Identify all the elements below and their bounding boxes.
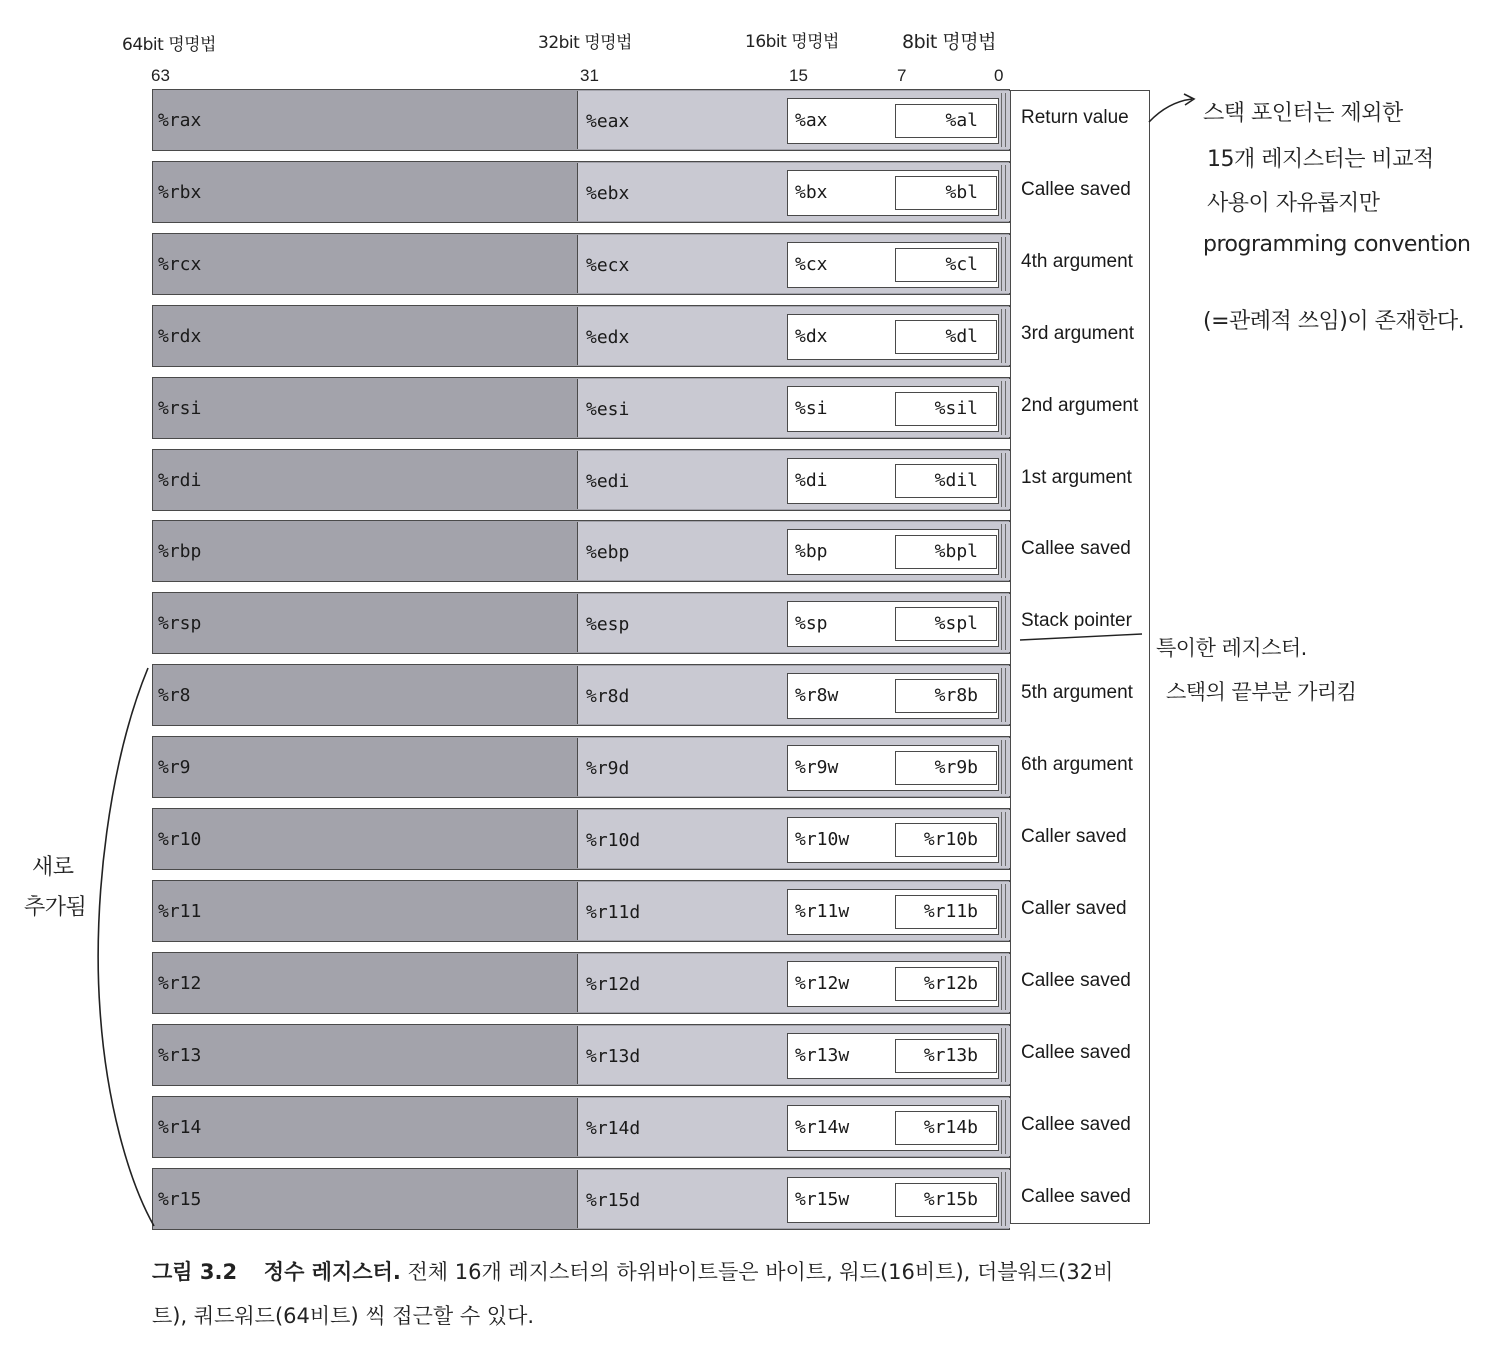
reg32-label: %r12d xyxy=(586,974,641,995)
reg8-label: %dil xyxy=(934,470,978,491)
new-registers-brace xyxy=(98,668,154,1226)
bit-7-label: 7 xyxy=(897,66,907,85)
reg32-label: %eax xyxy=(586,111,630,132)
reg16-label: %ax xyxy=(795,110,828,131)
register-purpose: Callee saved xyxy=(1021,970,1131,991)
reg8-label: %r13b xyxy=(923,1045,978,1066)
reg32-label: %edi xyxy=(586,471,630,492)
caption-line-1 xyxy=(152,1250,1162,1294)
reg64-label: %r8 xyxy=(158,685,191,706)
reg16-label: %r8w xyxy=(795,685,839,706)
reg32-label: %esi xyxy=(586,399,630,420)
bit-31-label: 31 xyxy=(580,66,599,85)
reg8-label: %r12b xyxy=(923,973,978,994)
reg64-label: %r11 xyxy=(158,901,202,922)
reg8-label: %r14b xyxy=(923,1117,978,1138)
reg32-label: %r14d xyxy=(586,1118,641,1139)
reg16-label: %sp xyxy=(795,613,828,634)
register-purpose: Callee saved xyxy=(1021,179,1131,200)
reg16-label: %bx xyxy=(795,182,828,203)
reg32-label: %r10d xyxy=(586,830,641,851)
reg16-label: %r9w xyxy=(795,757,839,778)
caption-line-2: 트), 쿼드워드(64비트) 씩 접근할 수 있다. xyxy=(152,1304,535,1328)
register-purpose: 3rd argument xyxy=(1021,323,1135,344)
reg64-label: %rsp xyxy=(158,613,202,634)
general-note-line: (=관례적 쓰임)이 존재한다. xyxy=(1203,309,1465,334)
reg16-label: %r12w xyxy=(795,973,850,994)
reg32-label: %ecx xyxy=(586,255,630,276)
reg16-label: %si xyxy=(795,398,828,419)
caption-text: 전체 16개 레지스터의 하위바이트들은 바이트, 워드(16비트), 더블워드(32비 xyxy=(407,1260,1114,1284)
reg8-label: %dl xyxy=(945,326,978,347)
register-purpose: 5th argument xyxy=(1021,682,1133,703)
note-32bit: 32bit 명명법 xyxy=(538,33,632,53)
reg32-label: %r15d xyxy=(586,1190,641,1211)
reg64-label: %rdx xyxy=(158,326,202,347)
arrow-line xyxy=(1149,99,1192,122)
reg16-label: %r13w xyxy=(795,1045,850,1066)
reg16-label: %bp xyxy=(795,541,828,562)
note-64bit: 64bit 명명법 xyxy=(122,35,216,55)
reg64-label: %r9 xyxy=(158,757,191,778)
register-purpose: Return value xyxy=(1021,107,1129,128)
reg16-label: %cx xyxy=(795,254,828,275)
register-purpose: Stack pointer xyxy=(1021,610,1132,631)
reg64-label: %r14 xyxy=(158,1117,202,1138)
general-note-line: 사용이 자유롭지만 xyxy=(1207,191,1380,216)
reg64-label: %r13 xyxy=(158,1045,202,1066)
note-8bit: 8bit 명명법 xyxy=(902,31,996,53)
figure-caption xyxy=(152,1250,1162,1338)
note-16bit: 16bit 명명법 xyxy=(745,32,839,52)
bit-0-label: 0 xyxy=(994,66,1004,85)
reg8-label: %r15b xyxy=(923,1189,978,1210)
reg64-label: %r10 xyxy=(158,829,202,850)
register-purpose: Callee saved xyxy=(1021,1114,1131,1135)
bit-15-label: 15 xyxy=(789,66,808,85)
reg64-label: %rbx xyxy=(158,182,202,203)
reg32-label: %r8d xyxy=(586,686,630,707)
bit-63-label: 63 xyxy=(151,66,170,85)
reg64-label: %rbp xyxy=(158,541,202,562)
reg32-label: %r11d xyxy=(586,902,641,923)
reg8-label: %al xyxy=(945,110,978,131)
reg32-label: %r9d xyxy=(586,758,630,779)
reg16-label: %r14w xyxy=(795,1117,850,1138)
stack-note-line: 스택의 끝부분 가리킴 xyxy=(1166,680,1357,704)
register-purpose: Caller saved xyxy=(1021,898,1127,919)
caption-title: 정수 레지스터. xyxy=(263,1260,401,1284)
reg8-label: %sil xyxy=(934,398,978,419)
general-note-line: programming convention xyxy=(1203,232,1471,257)
reg64-label: %r12 xyxy=(158,973,202,994)
register-purpose: Callee saved xyxy=(1021,1042,1131,1063)
general-note-line: 스택 포인터는 제외한 xyxy=(1203,101,1403,126)
register-purpose: 2nd argument xyxy=(1021,395,1139,416)
reg32-label: %ebp xyxy=(586,542,630,563)
reg32-label: %r13d xyxy=(586,1046,641,1067)
reg16-label: %r10w xyxy=(795,829,850,850)
new-note-line: 새로 xyxy=(32,855,74,880)
reg8-label: %bpl xyxy=(934,541,978,562)
reg8-label: %r8b xyxy=(934,685,978,706)
register-purpose: 1st argument xyxy=(1021,467,1132,488)
stack-underline xyxy=(1020,634,1142,640)
caption-label: 그림 3.2 xyxy=(152,1260,238,1284)
register-purpose: Caller saved xyxy=(1021,826,1127,847)
register-purpose: 6th argument xyxy=(1021,754,1133,775)
general-note-line: 15개 레지스터는 비교적 xyxy=(1207,147,1434,172)
reg64-label: %rsi xyxy=(158,398,202,419)
stack-note-line: 특이한 레지스터. xyxy=(1156,636,1307,660)
reg32-label: %edx xyxy=(586,327,630,348)
reg8-label: %r10b xyxy=(923,829,978,850)
reg32-label: %esp xyxy=(586,614,630,635)
reg8-label: %spl xyxy=(934,613,978,634)
register-purpose: 4th argument xyxy=(1021,251,1133,272)
reg8-label: %cl xyxy=(945,254,978,275)
reg64-label: %rdi xyxy=(158,470,202,491)
reg16-label: %di xyxy=(795,470,828,491)
reg8-label: %r9b xyxy=(934,757,978,778)
reg8-label: %bl xyxy=(945,182,978,203)
reg64-label: %rax xyxy=(158,110,202,131)
register-purpose: Callee saved xyxy=(1021,538,1131,559)
reg64-label: %rcx xyxy=(158,254,202,275)
reg64-label: %r15 xyxy=(158,1189,202,1210)
reg8-label: %r11b xyxy=(923,901,978,922)
reg32-label: %ebx xyxy=(586,183,630,204)
register-purpose: Callee saved xyxy=(1021,1186,1131,1207)
reg16-label: %r11w xyxy=(795,901,850,922)
new-note-line: 추가됨 xyxy=(24,895,87,920)
reg16-label: %r15w xyxy=(795,1189,850,1210)
reg16-label: %dx xyxy=(795,326,828,347)
